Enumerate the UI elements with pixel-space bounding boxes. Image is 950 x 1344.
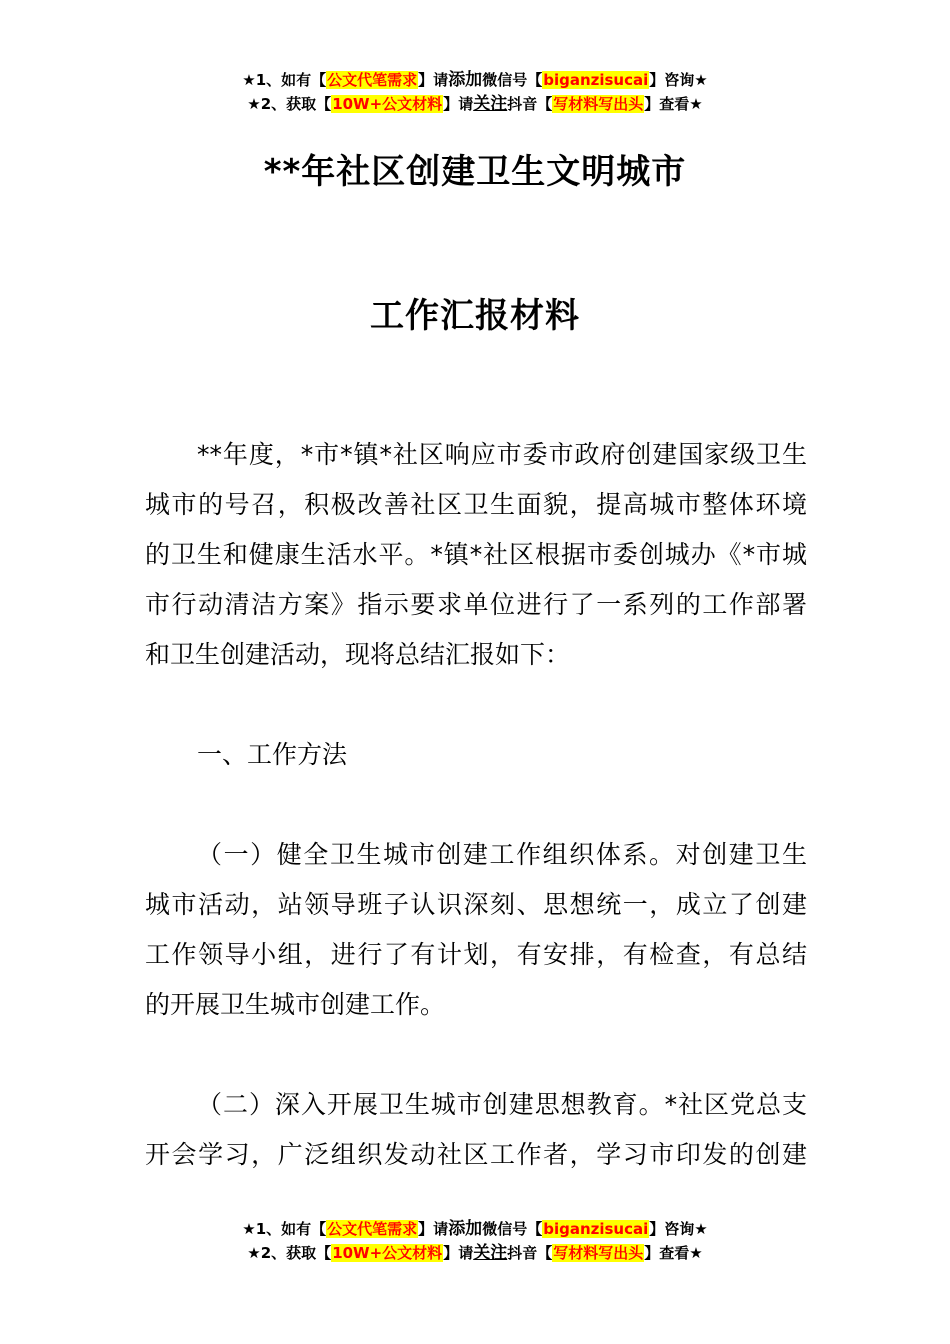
banner-text: 】咨询★ bbox=[649, 71, 708, 89]
banner-highlight: biganzisucai bbox=[543, 71, 649, 89]
banner-text: 】请 bbox=[443, 95, 474, 113]
document-title-line-1: **年社区创建卫生文明城市 bbox=[263, 152, 687, 192]
banner-highlight: 写材料写出头 bbox=[553, 1244, 644, 1262]
banner-emphasis: 添加 bbox=[448, 1219, 483, 1239]
paragraph-line: **年度，*市*镇*社区响应市委市政府创建国家级卫生 bbox=[197, 440, 807, 469]
banner-text: 抖音【 bbox=[507, 1244, 553, 1262]
banner-text: ★2、获取【 bbox=[247, 95, 332, 113]
intro-paragraph bbox=[145, 430, 807, 680]
banner-text: 】查看★ bbox=[644, 95, 703, 113]
paragraph-line: 和卫生创建活动，现将总结汇报如下： bbox=[145, 640, 571, 669]
section-heading-text: 一、工作方法 bbox=[197, 740, 348, 769]
section-heading bbox=[145, 730, 807, 780]
banner-text: 微信号【 bbox=[482, 1220, 543, 1238]
paragraph-line: 开会学习，广泛组织发动社区工作者，学习市印发的创建 bbox=[145, 1140, 807, 1169]
paragraph-line: 工作领导小组，进行了有计划，有安排，有检查，有总结 bbox=[145, 940, 807, 969]
banner-highlight: 公文代笔需求 bbox=[327, 71, 418, 89]
document-title-line-2: 工作汇报材料 bbox=[370, 296, 580, 336]
banner-line-1 bbox=[0, 68, 950, 92]
banner-highlight: 10W+公文材料 bbox=[332, 95, 443, 113]
banner-highlight: biganzisucai bbox=[543, 1220, 649, 1238]
banner-highlight: 10W+公文材料 bbox=[332, 1244, 443, 1262]
header-banner bbox=[0, 68, 950, 116]
banner-text: 】请 bbox=[418, 71, 449, 89]
banner-highlight: 公文代笔需求 bbox=[327, 1220, 418, 1238]
item-1-paragraph bbox=[145, 830, 807, 1030]
banner-text: 】请 bbox=[418, 1220, 449, 1238]
banner-text: 微信号【 bbox=[482, 71, 543, 89]
item-2-paragraph bbox=[145, 1080, 807, 1180]
footer-banner bbox=[0, 1217, 950, 1265]
banner-emphasis: 添加 bbox=[448, 70, 483, 90]
banner-text: ★1、如有【 bbox=[242, 1220, 327, 1238]
banner-text: 】查看★ bbox=[644, 1244, 703, 1262]
paragraph-line: 城市活动，站领导班子认识深刻、思想统一，成立了创建 bbox=[145, 890, 807, 919]
paragraph-line: （一）健全卫生城市创建工作组织体系。对创建卫生 bbox=[197, 840, 807, 869]
paragraph-line: 的开展卫生城市创建工作。 bbox=[145, 990, 446, 1019]
banner-line-1 bbox=[0, 1217, 950, 1241]
paragraph-line: 市行动清洁方案》指示要求单位进行了一系列的工作部署 bbox=[145, 590, 807, 619]
banner-emphasis: 关注 bbox=[473, 94, 508, 114]
banner-emphasis: 关注 bbox=[473, 1243, 508, 1263]
banner-text: 】咨询★ bbox=[649, 1220, 708, 1238]
banner-line-2 bbox=[0, 92, 950, 116]
banner-line-2 bbox=[0, 1241, 950, 1265]
paragraph-line: 的卫生和健康生活水平。*镇*社区根据市委创城办《*市城 bbox=[145, 540, 807, 569]
paragraph-line: 城市的号召，积极改善社区卫生面貌，提高城市整体环境 bbox=[145, 490, 807, 519]
banner-text: 】请 bbox=[443, 1244, 474, 1262]
banner-text: ★2、获取【 bbox=[247, 1244, 332, 1262]
banner-text: 抖音【 bbox=[507, 95, 553, 113]
paragraph-line: （二）深入开展卫生城市创建思想教育。*社区党总支 bbox=[197, 1090, 807, 1119]
banner-highlight: 写材料写出头 bbox=[553, 95, 644, 113]
banner-text: ★1、如有【 bbox=[242, 71, 327, 89]
